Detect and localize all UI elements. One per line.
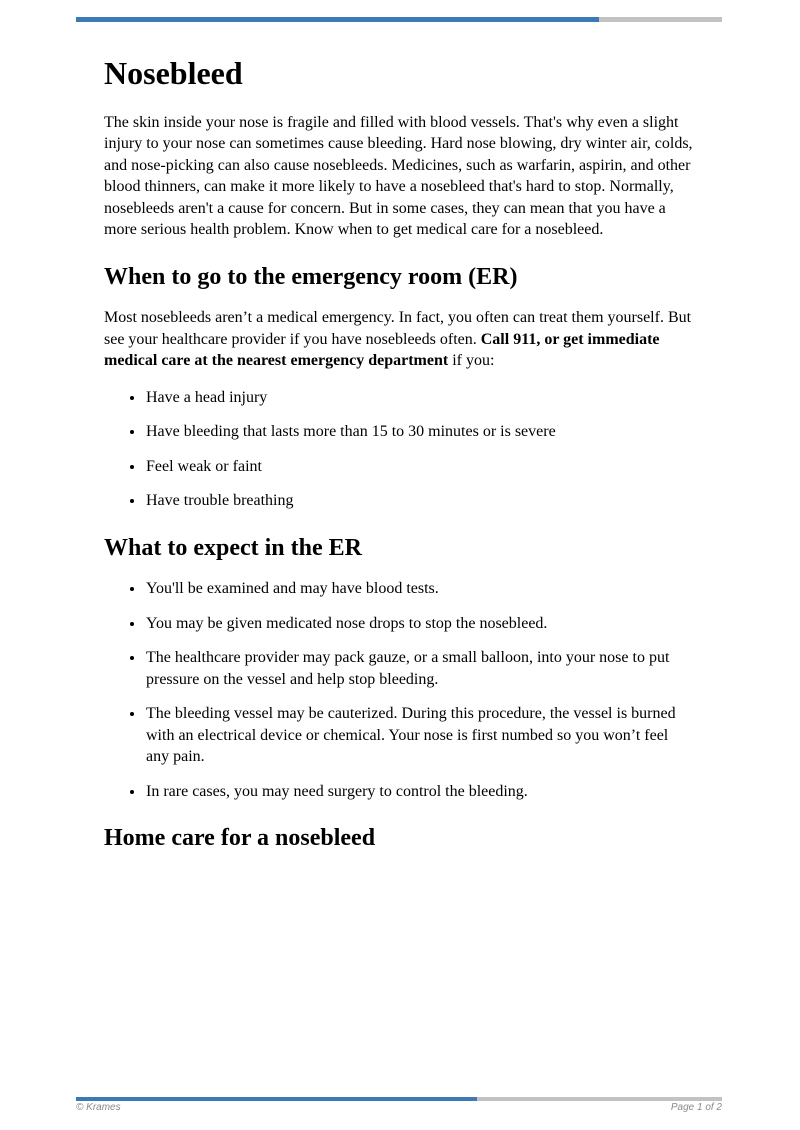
list-item: • In rare cases, you may need surgery to control the bleeding.	[145, 781, 694, 803]
page-footer	[76, 1102, 722, 1113]
list-item: • You'll be examined and may have blood tests.	[145, 578, 694, 600]
list-item: • You may be given medicated nose drops to stop the nosebleed.	[145, 613, 694, 635]
section-heading-home-care: Home care for a nosebleed	[104, 825, 376, 852]
list-item: • The healthcare provider may pack gauze, or a small balloon, into your nose to put pressure on the vessel and help stop bleeding.	[145, 647, 694, 690]
list-item: • Have a head injury	[145, 387, 694, 409]
er-guidance-paragraph	[104, 307, 694, 372]
list-item: • Feel weak or faint	[145, 456, 694, 478]
er-warning-signs-list	[104, 387, 694, 512]
page-indicator: Page 1 of 2	[670, 1102, 722, 1113]
intro-paragraph: The skin inside your nose is fragile and filled with blood vessels. That's why even a slight injury to your nose can sometimes cause bleeding. Hard nose blowing, dry winter air, colds, and nose-picking can also cause nosebleeds. Medicines, such as warfarin, aspirin, and other blood thinners, can make it more likely to have a nosebleed that's hard to stop. Normally, nosebleeds aren't a cause for concern. But in some cases, they can mean that you have a more serious health problem. Know when to get medical care for a nosebleed.	[104, 113, 693, 239]
er-guidance-text: Most nosebleeds aren’t a medical emergency. In fact, you often can treat them yourself. But see your healthcare provider if you have nosebleeds often.	[104, 309, 692, 348]
footer-accent-bar	[76, 1097, 722, 1101]
copyright-notice: © Krames	[76, 1102, 121, 1113]
document-content	[76, 22, 722, 869]
list-item: • Have bleeding that lasts more than 15 to 30 minutes or is severe	[145, 421, 694, 443]
list-item: • Have trouble breathing	[145, 490, 694, 512]
section-heading-what-to-expect: What to expect in the ER	[104, 534, 362, 561]
list-item: • The bleeding vessel may be cauterized. During this procedure, the vessel is burned with an electrical device or chemical. Your nose is first numbed so you won’t feel any pain.	[145, 703, 694, 768]
call-911-bold-text: Call 911, or get immediate medical care at the nearest emergency department	[104, 330, 660, 370]
footer-accent-bar-blue-segment	[76, 1097, 477, 1101]
section-heading-when-to-go-er: When to go to the emergency room (ER)	[104, 263, 518, 290]
er-guidance-text-after: if you:	[448, 352, 495, 370]
er-expectations-list	[104, 578, 694, 802]
page-title: Nosebleed	[104, 55, 243, 91]
